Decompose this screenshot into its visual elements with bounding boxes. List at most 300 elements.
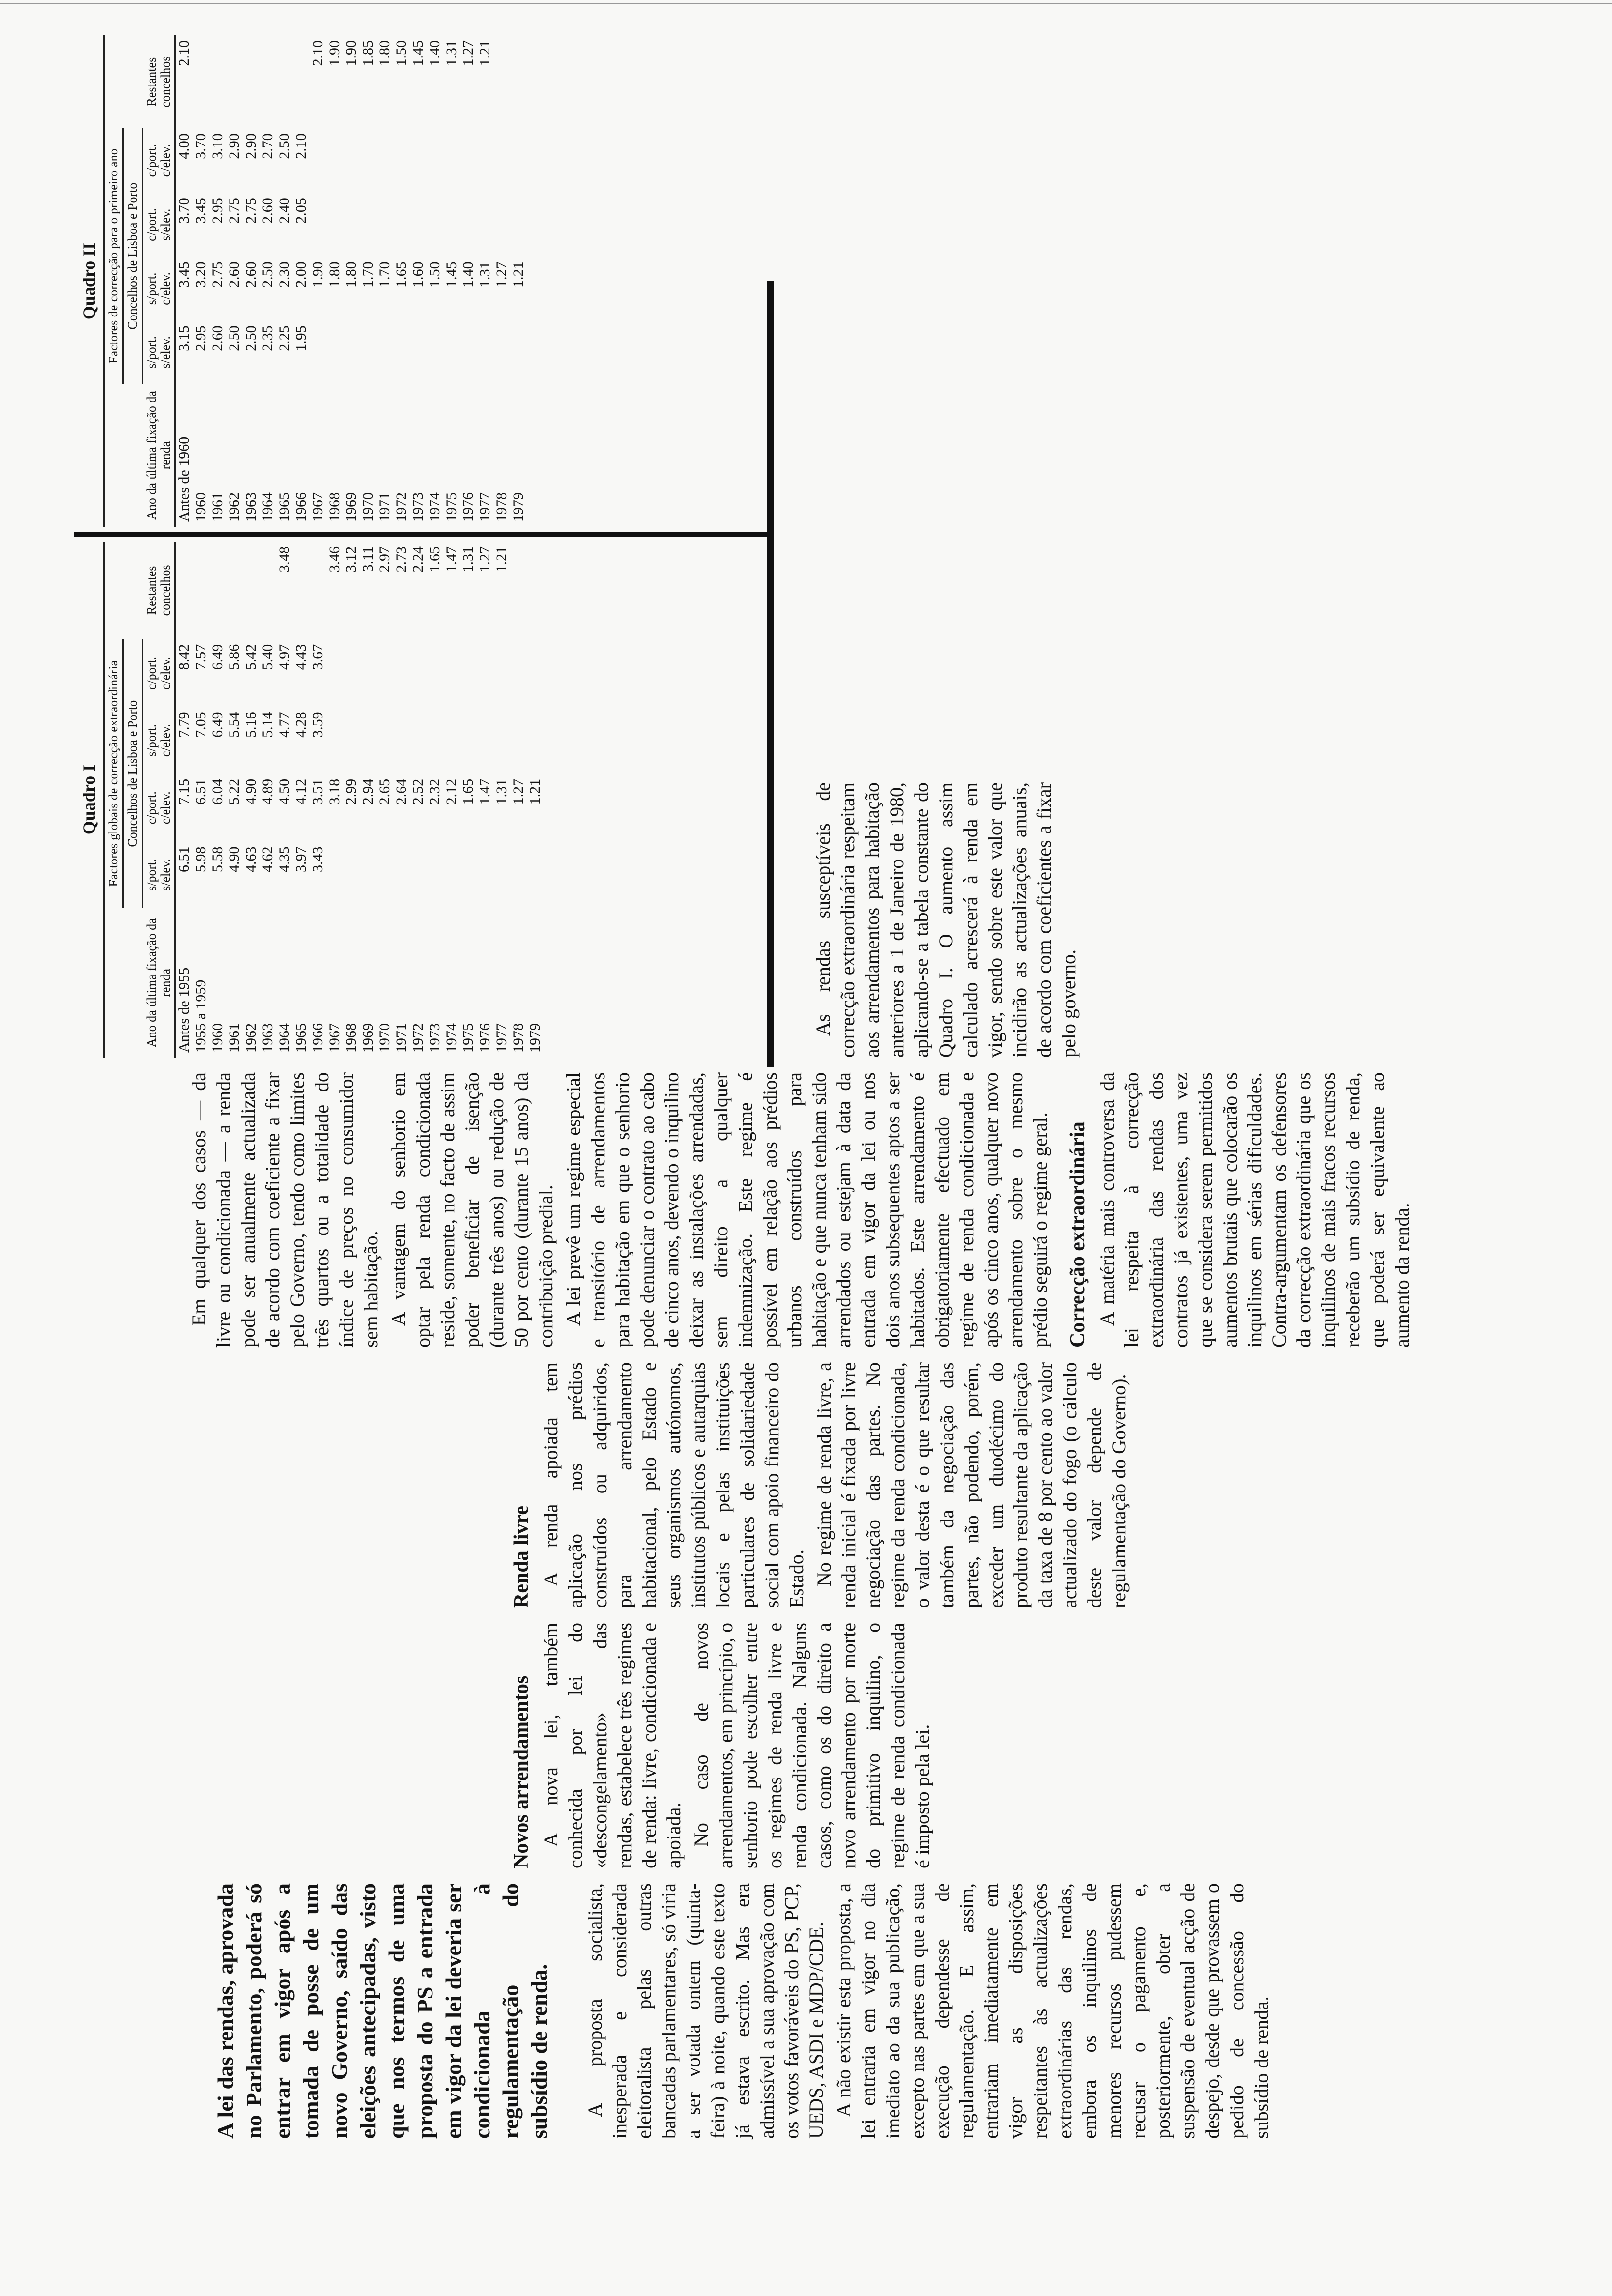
quadro1-value-cell: 1.31 (460, 546, 476, 573)
quadro2-body (175, 35, 527, 527)
quadro1-title: Quadro I (79, 764, 99, 835)
quadro1-year-cell: 1975 (460, 1023, 476, 1053)
quadro1-value-cell (410, 841, 427, 908)
table-divider-rule (74, 532, 772, 537)
quadro1-value-cell: 3.67 (310, 644, 326, 670)
quadro2-value-cell: 2.75 (226, 198, 242, 224)
quadro1-value-cell: 3.59 (310, 712, 326, 738)
quadro1-value-cell (376, 841, 393, 908)
quadro1-year-cell: 1962 (243, 1023, 259, 1053)
quadro1-value-cell (226, 542, 243, 639)
quadro1-value-cell (510, 542, 527, 639)
quadro1-value-cell: 2.24 (410, 546, 426, 573)
quadro1-value-cell: 5.42 (243, 644, 259, 670)
quadro1-value-cell (427, 841, 443, 908)
quadro1-value-cell: 4.63 (243, 846, 259, 872)
quadro2-value-cell (360, 193, 376, 257)
quadro2-value-cell (393, 128, 410, 193)
quadro1-value-cell (175, 542, 193, 639)
quadro1-value-cell: 5.58 (209, 846, 226, 872)
quadro2-value-cell (360, 320, 376, 384)
quadro2-value-cell: 2.05 (293, 198, 309, 224)
quadro1-row (393, 542, 410, 1058)
quadro2-value-cell: 2.25 (276, 325, 292, 351)
quadro1-value-cell: 4.43 (293, 644, 309, 670)
quadro1-value-cell: 4.35 (276, 846, 292, 872)
quadro2-row (293, 35, 310, 527)
quadro2-value-cell: 2.10 (293, 133, 309, 159)
quadro1-value-cell (376, 639, 393, 707)
quadro1-value-cell: 1.65 (460, 778, 476, 805)
quadro2-year-cell: 1963 (243, 492, 259, 522)
quadro2-value-cell (477, 193, 493, 257)
quadro2-year-cell: 1971 (376, 492, 393, 522)
quadro2-value-cell (460, 320, 477, 384)
quadro2-value-cell: 1.45 (410, 40, 426, 66)
quadro1-value-cell (393, 841, 410, 908)
quadro1-value-cell (326, 707, 343, 774)
quadro1-row (510, 542, 527, 1058)
quadro1-row (443, 542, 460, 1058)
quadro1-value-cell: 2.65 (376, 778, 393, 805)
quadro2-row (343, 35, 360, 527)
quadro2-row (376, 35, 393, 527)
quadro2-year-cell: 1965 (276, 492, 292, 522)
quadro2-value-cell (343, 128, 360, 193)
quadro2-value-cell: 1.65 (393, 261, 409, 287)
quadro1-year-cell: 1966 (310, 1023, 326, 1053)
quadro2-value-cell (410, 128, 427, 193)
quadro2-value-cell (393, 320, 410, 384)
quadro1-value-cell: 7.79 (176, 712, 192, 738)
quadro2-table (103, 35, 527, 527)
quadro2-value-cell (493, 320, 510, 384)
quadro1-value-cell: 3.12 (343, 546, 359, 573)
quadro2-value-cell: 4.00 (176, 133, 192, 159)
quadro2-value-cell: 2.90 (226, 133, 242, 159)
quadro2-value-cell (493, 128, 510, 193)
article-paragraph: A lei prevê um regime especial e transitório de arrendamentos para habitação em que o senhorio pode denunciar o contrato ao cabo de cinco anos, devendo o inquilino deixar as instalações arrendadas, sem direito a qualquer indemnização. Este regime é possível em relação aos prédios urbanos construídos para habitação e que nunca tenham sido arrendados ou estejam à data da entrada em vigor da lei ou nos dois anos subsequentes aptos a ser habitados. Este arrendamento é obrigatoriamente efectuado em regime de renda condicionada e após os cinco anos, qualquer novo arrendamento sobre o mesmo prédio seguirá o regime geral. (562, 1072, 1051, 1348)
quadro2-value-cell: 1.80 (343, 261, 359, 287)
quadro1-value-cell (443, 639, 460, 707)
article-paragraph: A renda apoiada tem aplicação nos prédios construídos ou adquiridos, para arrendamento habitacional, pelo Estado e seus organismos autónomos, institutos públicos e autarquias locais e pelas instituições particulares de solidariedade social com apoio financeiro do Estado. (540, 1362, 807, 1608)
quadro1-col-restantes: Restantes concelhos (104, 542, 175, 639)
quadro1-value-cell: 3.46 (326, 546, 343, 573)
quadro1-value-cell (410, 639, 427, 707)
quadro2-value-cell: 2.60 (209, 325, 226, 351)
quadro1-row (477, 542, 493, 1058)
quadro1-value-cell (293, 542, 310, 639)
quadro1-value-cell (360, 841, 376, 908)
quadro1-value-cell (493, 841, 510, 908)
quadro2-col-restantes: Restantes concelhos (104, 35, 175, 128)
quadro2-value-cell (259, 35, 276, 128)
quadro1-year-cell: Antes de 1955 (176, 967, 192, 1053)
quadro2-value-cell: 1.40 (427, 40, 443, 66)
quadro2-row (460, 35, 477, 527)
quadro2-col-a: s/port. s/elev. (143, 320, 175, 384)
quadro2-row (259, 35, 276, 527)
quadro1-value-cell: 3.11 (360, 546, 376, 572)
quadro1-value-cell (527, 841, 544, 908)
quadro2-value-cell: 2.50 (259, 261, 276, 287)
quadro1-year-cell: 1968 (343, 1023, 359, 1053)
quadro2-value-cell: 2.60 (243, 261, 259, 287)
quadro2-value-cell (477, 320, 493, 384)
quadro2-value-cell (410, 320, 427, 384)
quadro2-value-cell: 1.60 (410, 261, 426, 287)
quadro1-lisboa-header: Concelhos de Lisboa e Porto (123, 639, 143, 908)
quadro1-value-cell: 2.64 (393, 778, 409, 805)
subheading-correccao-extraordinaria: Correcção extraordinária (1066, 1121, 1089, 1348)
quadro1-row (193, 542, 209, 1058)
quadro1-value-cell (510, 841, 527, 908)
article-column-5 (811, 782, 1084, 1058)
quadro2-row (326, 35, 343, 527)
quadro1-value-cell: 5.54 (226, 712, 242, 738)
quadro2-row (477, 35, 493, 527)
quadro2-value-cell: 2.35 (259, 325, 276, 351)
quadro2-year-cell: 1973 (410, 492, 426, 522)
quadro2-value-cell: 2.50 (226, 325, 242, 351)
quadro1-year-cell: 1973 (427, 1023, 443, 1053)
quadro2-value-cell: 3.20 (193, 261, 209, 287)
quadro1-row (493, 542, 510, 1058)
quadro1-value-cell: 4.62 (259, 846, 276, 872)
quadro1-value-cell (343, 707, 360, 774)
quadro2-value-cell (310, 320, 326, 384)
quadro1-value-cell (443, 707, 460, 774)
quadro1-value-cell: 1.31 (493, 778, 510, 805)
quadro1-value-cell (510, 707, 527, 774)
quadro1-row (226, 542, 243, 1058)
quadro2-value-cell: 1.80 (326, 261, 343, 287)
quadro1-value-cell (427, 639, 443, 707)
quadro2-value-cell: 3.15 (176, 325, 192, 351)
quadro2-value-cell: 1.80 (376, 40, 393, 66)
quadro1-value-cell: 5.86 (226, 644, 242, 670)
quadro1-row (310, 542, 326, 1058)
quadro2-year-cell: 1968 (326, 492, 343, 522)
quadro1-value-cell: 1.27 (477, 546, 493, 573)
quadro1-year-cell: 1972 (410, 1023, 426, 1053)
quadro2-value-cell (443, 193, 460, 257)
quadro2-value-cell: 1.31 (443, 40, 460, 66)
quadro1-value-cell: 1.21 (527, 778, 543, 805)
quadro1-value-cell: 2.99 (343, 778, 359, 805)
quadro2-value-cell: 1.45 (443, 261, 460, 287)
quadro1-year-cell: 1965 (293, 1023, 309, 1053)
quadro1-row (527, 542, 544, 1058)
quadro1-value-cell (527, 707, 544, 774)
quadro1-year-cell: 1979 (527, 1023, 543, 1053)
quadro2-col-year: Ano da última fixação da renda (104, 384, 175, 527)
quadro1-value-cell (443, 841, 460, 908)
quadro2-value-cell (376, 128, 393, 193)
quadro1-value-cell: 4.28 (293, 712, 309, 738)
quadro1-value-cell: 1.21 (493, 546, 510, 573)
quadro1-value-cell: 3.48 (276, 546, 292, 573)
quadro1-year-cell: 1963 (259, 1023, 276, 1053)
quadro1-row (259, 542, 276, 1058)
quadro2-row (226, 35, 243, 527)
quadro1-value-cell (360, 639, 376, 707)
quadro2-value-cell: 2.50 (243, 325, 259, 351)
quadro1-year-cell: 1955 a 1959 (193, 979, 209, 1053)
quadro2-value-cell: 2.75 (209, 261, 226, 287)
quadro2-year-cell: Antes de 1960 (176, 436, 192, 522)
quadro2-value-cell (443, 320, 460, 384)
quadro1-row (276, 542, 293, 1058)
quadro2-row (443, 35, 460, 527)
quadro1-value-cell: 2.12 (443, 778, 460, 805)
quadro1-value-cell (393, 707, 410, 774)
quadro1-row (209, 542, 226, 1058)
quadro1-value-cell: 2.97 (376, 546, 393, 573)
quadro1-value-cell: 1.47 (477, 778, 493, 805)
quadro2-year-cell: 1974 (427, 492, 443, 522)
quadro1-row (326, 542, 343, 1058)
article-lead: A lei das rendas, aprovada no Parlamento, poderá só entrar em vigor após a tomada de posse de um novo Governo, saído das eleições antecipadas, visto que nos termos de uma proposta do PS a entrada em vigor da lei deveria ser condicionada à regulamentação do subsídio de renda. (213, 1883, 551, 2139)
quadro2-row (493, 35, 510, 527)
quadro2-year-cell: 1979 (510, 492, 526, 522)
quadro2-year-cell: 1972 (393, 492, 409, 522)
quadro2-value-cell (276, 35, 293, 128)
quadro2-value-cell: 3.45 (176, 261, 192, 287)
quadro1-year-cell: 1961 (226, 1023, 242, 1053)
quadro2-row (510, 35, 527, 527)
quadro2-year-cell: 1961 (209, 492, 226, 522)
quadro1-value-cell: 6.51 (193, 778, 209, 805)
quadro2-year-cell: 1964 (259, 492, 276, 522)
quadro2-year-cell: 1975 (443, 492, 460, 522)
quadro1-value-cell (510, 639, 527, 707)
quadro1-year-cell: 1978 (510, 1023, 526, 1053)
quadro1-value-cell (209, 542, 226, 639)
quadro1-value-cell (326, 841, 343, 908)
quadro2-value-cell (326, 128, 343, 193)
quadro1-col-c: s/port. c/elev. (143, 707, 175, 774)
quadro2-row (209, 35, 226, 527)
quadro2-group-header: Factores de correcção para o primeiro ano (104, 128, 123, 384)
quadro2-value-cell (376, 320, 393, 384)
quadro1-value-cell: 5.40 (259, 644, 276, 670)
quadro1-value-cell (259, 542, 276, 639)
quadro1-value-cell: 6.51 (176, 846, 192, 872)
quadro1-value-cell: 4.97 (276, 644, 292, 670)
quadro1-year-cell: 1971 (393, 1023, 409, 1053)
quadro1-year-cell: 1976 (477, 1023, 493, 1053)
quadro2-row (193, 35, 209, 527)
quadro2-year-cell: 1969 (343, 492, 359, 522)
quadro1-value-cell (477, 707, 493, 774)
quadro1-row (175, 542, 193, 1058)
quadro1-value-cell: 2.94 (360, 778, 376, 805)
quadro1-year-cell: 1970 (376, 1023, 393, 1053)
quadro1-col-b: c/port. c/elev. (143, 774, 175, 842)
quadro2-year-cell: 1966 (293, 492, 309, 522)
quadro2-row (427, 35, 443, 527)
quadro1-row (360, 542, 376, 1058)
quadro1-value-cell: 1.65 (427, 546, 443, 573)
quadro1-value-cell: 5.98 (193, 846, 209, 872)
quadro2-year-cell: 1967 (310, 492, 326, 522)
quadro2-value-cell (243, 35, 259, 128)
quadro1-value-cell (310, 542, 326, 639)
quadro2-value-cell: 2.00 (293, 261, 309, 287)
quadro2-value-cell (493, 35, 510, 128)
quadro1-value-cell: 4.77 (276, 712, 292, 738)
quadro1-col-year: Ano da última fixação da renda (104, 908, 175, 1058)
quadro2-value-cell: 2.40 (276, 198, 292, 224)
quadro1-row (243, 542, 259, 1058)
quadro1-year-cell: 1969 (360, 1023, 376, 1053)
quadro2-row (410, 35, 427, 527)
quadro1-group-header: Factores globais de correcção extraordinária (104, 639, 123, 908)
quadro2-value-cell (310, 193, 326, 257)
quadro1-value-cell: 3.43 (310, 846, 326, 872)
quadro1-value-cell: 7.15 (176, 778, 192, 805)
quadro2-value-cell (343, 193, 360, 257)
quadro1-value-cell: 4.12 (293, 778, 309, 805)
quadro2-value-cell: 2.90 (243, 133, 259, 159)
quadro2-value-cell (293, 35, 310, 128)
quadro1-value-cell: 4.50 (276, 778, 292, 805)
quadro1-value-cell: 2.32 (427, 778, 443, 805)
quadro1-value-cell (410, 707, 427, 774)
article-paragraph: A vantagem do senhorio em optar pela renda condicionada reside, somente, no facto de assim poder beneficiar de isenção (durante três anos) ou redução de 50 por cento (durante 15 anos) da contribuição predial. (387, 1072, 557, 1348)
quadro1-value-cell: 2.52 (410, 778, 426, 805)
quadro2-col-d: c/port. c/elev. (143, 128, 175, 193)
quadro1-value-cell: 3.51 (310, 778, 326, 805)
quadro1-value-cell: 4.89 (259, 778, 276, 805)
quadro2-value-cell (226, 35, 243, 128)
quadro1-value-cell: 8.42 (176, 644, 192, 670)
quadro2-row (360, 35, 376, 527)
quadro1-row (427, 542, 443, 1058)
quadro1-col-a: s/port. s/elev. (143, 841, 175, 908)
quadro2-value-cell: 1.90 (310, 261, 326, 287)
quadro1-value-cell: 6.49 (209, 712, 226, 738)
quadro1-value-cell (477, 841, 493, 908)
quadro2-row (310, 35, 326, 527)
quadro1-year-cell: 1974 (443, 1023, 460, 1053)
quadro2-year-cell: 1962 (226, 492, 242, 522)
quadro2-value-cell: 1.21 (510, 261, 526, 287)
quadro1-value-cell: 1.27 (510, 778, 526, 805)
quadro2-year-cell: 1976 (460, 492, 476, 522)
article-column-3 (496, 1362, 1134, 1608)
quadro2-value-cell (410, 193, 427, 257)
quadro1-value-cell: 7.57 (193, 644, 209, 670)
quadro2-row (393, 35, 410, 527)
quadro2-value-cell (477, 128, 493, 193)
quadro2-row (276, 35, 293, 527)
article-paragraph: No caso de novos arrendamentos, em princípio, o senhorio pode escolher entre os regimes de renda livre e renda condicionada. Nalguns casos, como os do direito a novo arrendamento por morte do primitivo inquilino, o regime de renda condicionada é imposto pela lei. (690, 1623, 933, 1868)
quadro1-value-cell (243, 542, 259, 639)
quadro1-value-cell: 5.16 (243, 712, 259, 738)
quadro1-value-cell (376, 707, 393, 774)
quadro2-row (243, 35, 259, 527)
quadro2-value-cell (510, 35, 527, 128)
quadro2-value-cell: 1.90 (343, 40, 359, 66)
quadro2-value-cell (510, 128, 527, 193)
quadro1-value-cell: 2.73 (393, 546, 409, 573)
article-paragraph: A matéria mais controversa da lei respeita à correcção extraordinária das rendas dos contratos já existentes, uma vez que se considera serem permitidos aumentos brutais que colocarão os inquilinos em sérias dificuldades. Contra-argumentam os defensores da correcção extraordinária que os inquilinos de mais fracos recursos receberão um subsídio de renda, que poderá ser equivalente ao aumento da renda. (1096, 1072, 1413, 1348)
quadro1-value-cell: 3.97 (293, 846, 309, 872)
quadro2-value-cell: 1.70 (376, 261, 393, 287)
quadro1-year-cell: 1967 (326, 1023, 343, 1053)
article-paragraph: No regime de renda livre, a renda inicial é fixada por livre negociação das partes. No regime da renda condicionada, o valor desta é o que resultar também da negociação das partes, não podendo, porém, exceder um duodécimo do produto resultante da aplicação da taxa de 8 por cento ao valor actualizado do fogo (o cálculo deste valor depende de regulamentação do Governo). (813, 1362, 1130, 1608)
quadro1-value-cell: 5.14 (259, 712, 276, 738)
quadro1-value-cell (527, 542, 544, 639)
quadro2-value-cell (310, 128, 326, 193)
article-paragraph: A proposta socialista, inesperada e considerada eleitoralista pelas outras bancadas parlamentares, só viria a ser votada ontem (quinta-feira) à noite, quando este texto já estava escrito. Mas era admissível a sua aprovação com os votos favoráveis do PS, PCP, UEDS, ASDI e MDP/CDE. (584, 1883, 827, 2139)
article-column-1 (211, 1883, 1277, 2139)
quadro2-value-cell (460, 128, 477, 193)
quadro1-row (343, 542, 360, 1058)
article-paragraph: A não existir esta proposta, a lei entraria em vigor no dia imediato ao da sua publicação, excepto nas partes em que a sua execução dependesse de regulamentação. E assim, entrariam imediatamente em vigor as disposições respeitantes às actualizações extraordinárias das rendas, embora os inquilinos de menores recursos pudessem recusar o pagamento e, posteriormente, obter a suspensão de eventual acção de despejo, desde que provassem o pedido de concessão do subsídio de renda. (833, 1883, 1272, 2139)
quadro1-row (293, 542, 310, 1058)
quadro2-value-cell: 1.50 (427, 261, 443, 287)
quadro2-value-cell: 1.50 (393, 40, 409, 66)
quadro1-value-cell (360, 707, 376, 774)
quadro2-value-cell (343, 320, 360, 384)
quadro2-value-cell: 2.10 (176, 40, 192, 66)
quadro2-value-cell: 1.27 (493, 261, 510, 287)
quadro2-value-cell: 2.95 (193, 325, 209, 351)
quadro1-value-cell (460, 841, 477, 908)
quadro2-value-cell: 1.70 (360, 261, 376, 287)
quadro2-value-cell: 1.85 (360, 40, 376, 66)
quadro1-value-cell (193, 542, 209, 639)
quadro2-value-cell (427, 320, 443, 384)
article-paragraph: Em qualquer dos casos — da livre ou condicionada — a renda pode ser anualmente actualizada de acordo com coeficiente a fixar pelo Governo, tendo como limites três quartos ou a totalidade do índice de preços no consumidor sem habitação. (188, 1072, 382, 1348)
quadro2-value-cell (493, 193, 510, 257)
quadro2-value-cell: 2.70 (259, 133, 276, 159)
quadro1-value-cell (493, 707, 510, 774)
quadro2-col-c: c/port. s/elev. (143, 193, 175, 257)
quadro2-year-cell: 1960 (193, 492, 209, 522)
quadro1-value-cell (326, 639, 343, 707)
quadro2-value-cell (209, 35, 226, 128)
quadro2-value-cell: 2.60 (259, 198, 276, 224)
quadro2-value-cell: 2.30 (276, 261, 292, 287)
article-column-2 (496, 1623, 938, 1868)
quadro2-value-cell: 3.45 (193, 198, 209, 224)
quadro1-value-cell (493, 639, 510, 707)
quadro2-year-cell: 1970 (360, 492, 376, 522)
quadro2-year-cell: 1978 (493, 492, 510, 522)
quadro1-value-cell: 6.49 (209, 644, 226, 670)
quadro1-table (103, 542, 544, 1058)
quadro2-value-cell (427, 128, 443, 193)
quadro1-value-cell: 4.90 (226, 846, 242, 872)
quadro2-value-cell (376, 193, 393, 257)
quadro1-value-cell (393, 639, 410, 707)
article-paragraph: As rendas susceptíveis de correcção extraordinária respeitam aos arrendamentos para habitação anteriores a 1 de Janeiro de 1980, aplicando-se a tabela constante do Quadro I. O aumento assim calculado acrescerá à renda em vigor, sendo sobre este valor que incidirão as actualizações anuais, de acordo com coeficientes a fixar pelo governo. (812, 782, 1080, 1058)
quadro1-year-cell: 1960 (209, 1023, 226, 1053)
quadro2-value-cell: 1.90 (326, 40, 343, 66)
quadro1-value-cell (460, 707, 477, 774)
quadro1-value-cell: 7.05 (193, 712, 209, 738)
subheading-novos-arrendamentos: Novos arrendamentos (510, 1675, 533, 1868)
quadro2-row (175, 35, 193, 527)
article-paragraph: A nova lei, também conhecida por lei do «descongelamento» das rendas, estabelece três regimes de renda: livre, condicionada e apoiada. (540, 1623, 685, 1868)
quadro2-value-cell: 2.95 (209, 198, 226, 224)
quadro1-value-cell: 5.22 (226, 778, 242, 805)
quadro2-value-cell (193, 35, 209, 128)
